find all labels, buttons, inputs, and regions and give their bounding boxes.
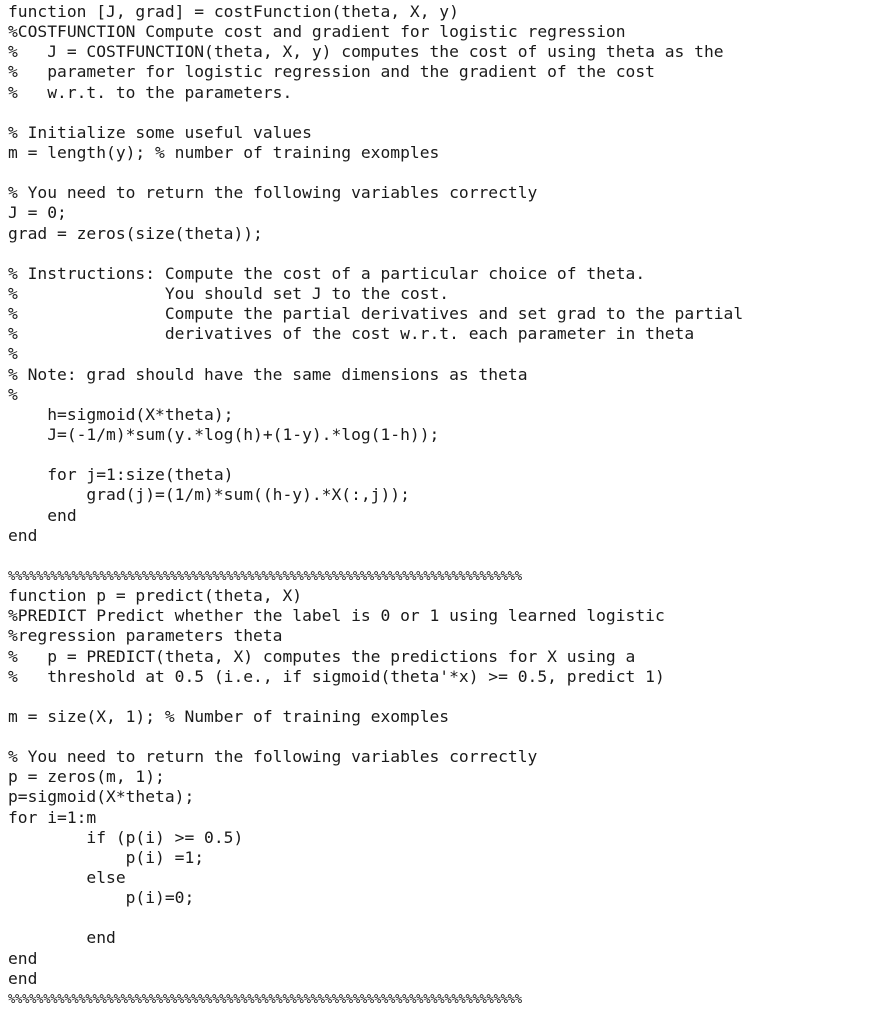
code-line <box>8 445 883 465</box>
code-line: % <box>8 344 18 364</box>
code-line: % w.r.t. to the parameters. <box>8 82 293 102</box>
code-line: end <box>8 928 116 948</box>
code-editor[interactable] <box>8 2 883 1022</box>
code-line: function p = predict(theta, X) <box>8 586 303 606</box>
code-line: % threshold at 0.5 (i.e., if sigmoid(theta'*x) >= 0.5, predict 1) <box>8 666 665 686</box>
code-line: m = size(X, 1); % Number of training exomples <box>8 706 450 726</box>
section-separator: %%%%%%%%%%%%%%%%%%%%%%%%%%%%%%%%%%%%%%%%%%%%%%%%%%%%%%%%%%%%%%%%%%%%%%%%% <box>8 568 522 583</box>
code-line: if (p(i) >= 0.5) <box>8 827 244 847</box>
code-line: % derivatives of the cost w.r.t. each parameter in theta <box>8 324 695 344</box>
code-line <box>8 687 883 707</box>
code-line: %COSTFUNCTION Compute cost and gradient for logistic regression <box>8 22 626 42</box>
code-line: J=(-1/m)*sum(y.*log(h)+(1-y).*log(1-h)); <box>8 424 440 444</box>
code-line: p(i) =1; <box>8 847 205 867</box>
code-line: end <box>8 525 38 545</box>
code-line <box>8 163 883 183</box>
code-line: % You need to return the following variables correctly <box>8 747 538 767</box>
code-line: J = 0; <box>8 203 67 223</box>
code-line: else <box>8 868 126 888</box>
code-line: % parameter for logistic regression and the gradient of the cost <box>8 62 655 82</box>
code-line <box>8 908 883 928</box>
code-line: for j=1:size(theta) <box>8 465 234 485</box>
code-line <box>8 103 883 123</box>
code-line: p=sigmoid(X*theta); <box>8 787 195 807</box>
code-line: for i=1:m <box>8 807 97 827</box>
code-line: p(i)=0; <box>8 888 195 908</box>
code-line: grad = zeros(size(theta)); <box>8 223 263 243</box>
code-line: %regression parameters theta <box>8 626 283 646</box>
code-line: % <box>8 384 18 404</box>
code-line: m = length(y); % number of training exomples <box>8 142 440 162</box>
code-line: % Compute the partial derivatives and set grad to the partial <box>8 304 744 324</box>
code-line: function [J, grad] = costFunction(theta, X, y) <box>8 2 459 21</box>
code-line: end <box>8 968 38 988</box>
code-line: % You should set J to the cost. <box>8 283 450 303</box>
code-line: % You need to return the following variables correctly <box>8 183 538 203</box>
code-line <box>8 727 883 747</box>
code-line: % Note: grad should have the same dimensions as theta <box>8 364 528 384</box>
code-line: % J = COSTFUNCTION(theta, X, y) computes the cost of using theta as the <box>8 42 724 62</box>
code-line: p = zeros(m, 1); <box>8 767 165 787</box>
code-line: % Instructions: Compute the cost of a particular choice of theta. <box>8 263 646 283</box>
code-line: % p = PREDICT(theta, X) computes the predictions for X using a <box>8 646 636 666</box>
code-line: h=sigmoid(X*theta); <box>8 404 234 424</box>
code-line <box>8 244 883 264</box>
code-line: end <box>8 948 38 968</box>
code-line <box>8 546 883 566</box>
code-line: end <box>8 505 77 525</box>
code-line: %PREDICT Predict whether the label is 0 or 1 using learned logistic <box>8 606 665 626</box>
section-separator: %%%%%%%%%%%%%%%%%%%%%%%%%%%%%%%%%%%%%%%%%%%%%%%%%%%%%%%%%%%%%%%%%%%%%%%%% <box>8 991 522 1006</box>
code-line: % Initialize some useful values <box>8 122 312 142</box>
code-line: grad(j)=(1/m)*sum((h-y).*X(:,j)); <box>8 485 410 505</box>
